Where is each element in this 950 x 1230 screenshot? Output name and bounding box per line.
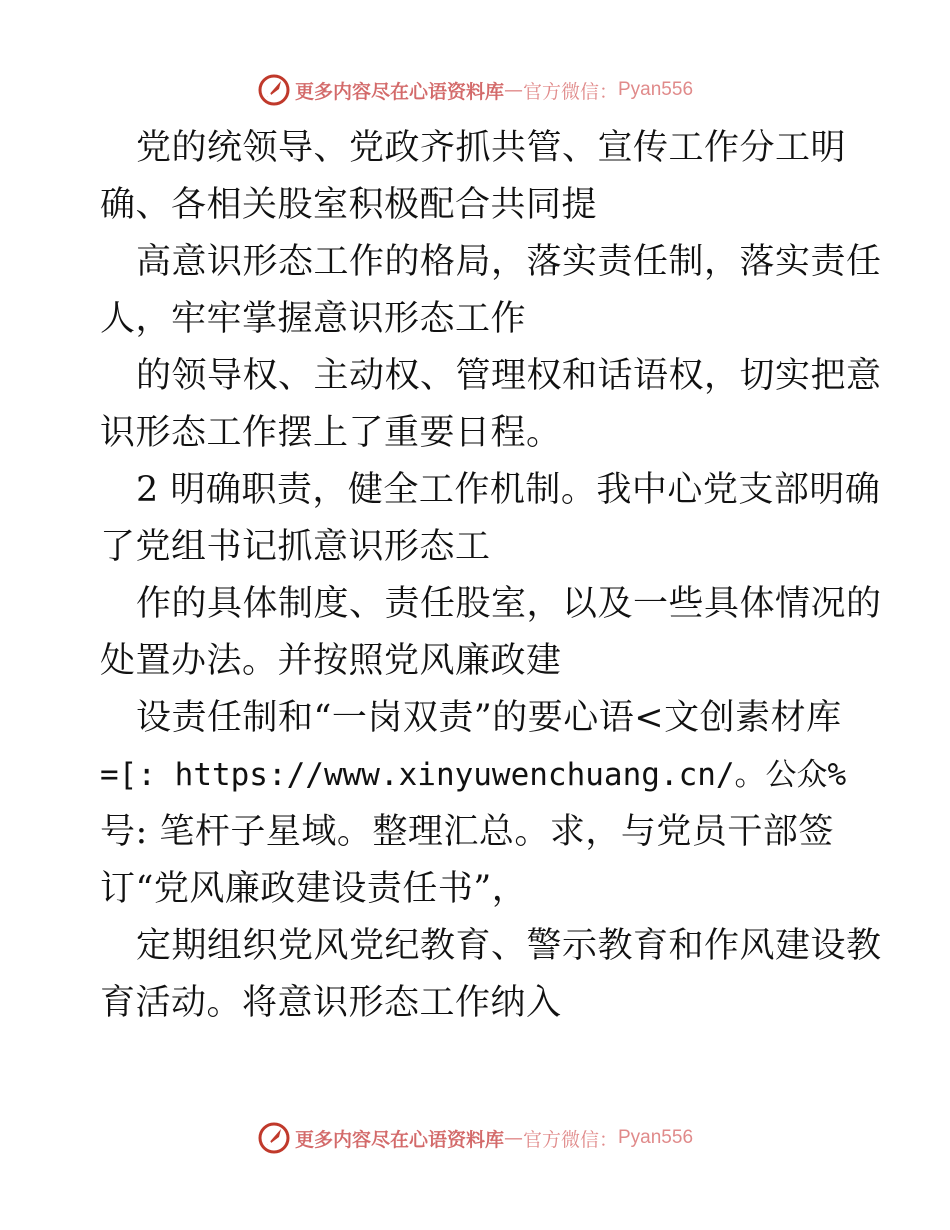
- watermark-separator: —: [503, 79, 523, 101]
- watermark-library-name: 更多内容尽在心语资料库: [294, 80, 504, 103]
- body-text: [100, 120, 882, 1032]
- text-line: 订“党风廉政建设责任书”，: [100, 869, 528, 909]
- text-line: 作的具体制度、责任股室，以及一些具体情况的: [136, 584, 882, 624]
- text-line: 定期组织党风党纪教育、警示教育和作风建设教: [136, 926, 882, 966]
- text-line: 处置办法。并按照党风廉政建: [100, 641, 562, 681]
- text-line: 育活动。将意识形态工作纳入: [100, 983, 562, 1023]
- text-line-url: =[: https://www.xinyuwenchuang.cn/。公众%: [100, 757, 847, 793]
- text-line: 高意识形态工作的格局，落实责任制，落实责任: [136, 242, 882, 282]
- watermark-library-name: 更多内容尽在心语资料库: [294, 1128, 504, 1151]
- text-line: 人，牢牢掌握意识形态工作: [100, 299, 527, 339]
- text-line: 确、各相关股室积极配合共同提: [100, 185, 598, 225]
- text-line: 2 明确职责，健全工作机制。我中心党支部明确: [136, 470, 881, 510]
- text-line: 号: 笔杆子星域。整理汇总。求，与党员干部签: [100, 812, 834, 852]
- text-line: 了党组书记抓意识形态工: [100, 527, 491, 567]
- watermark-wechat-handle: Pyan556: [618, 1127, 694, 1148]
- quill-logo-icon: [257, 1121, 291, 1155]
- watermark-wechat-label: 官方微信：: [522, 80, 618, 103]
- quill-logo-icon: [257, 73, 291, 107]
- text-line: 党的统领导、党政齐抓共管、宣传工作分工明: [136, 128, 847, 168]
- text-line: 设责任制和“一岗双责”的要心语<文创素材库: [136, 698, 842, 738]
- text-line: 识形态工作摆上了重要日程。: [100, 413, 562, 453]
- watermark-wechat-handle: Pyan556: [618, 79, 694, 100]
- watermark-separator: —: [503, 1127, 523, 1149]
- text-line: 的领导权、主动权、管理权和话语权，切实把意: [136, 356, 882, 396]
- footer-watermark: [0, 1118, 950, 1158]
- watermark-wechat-label: 官方微信：: [522, 1128, 618, 1151]
- header-watermark: [0, 70, 950, 110]
